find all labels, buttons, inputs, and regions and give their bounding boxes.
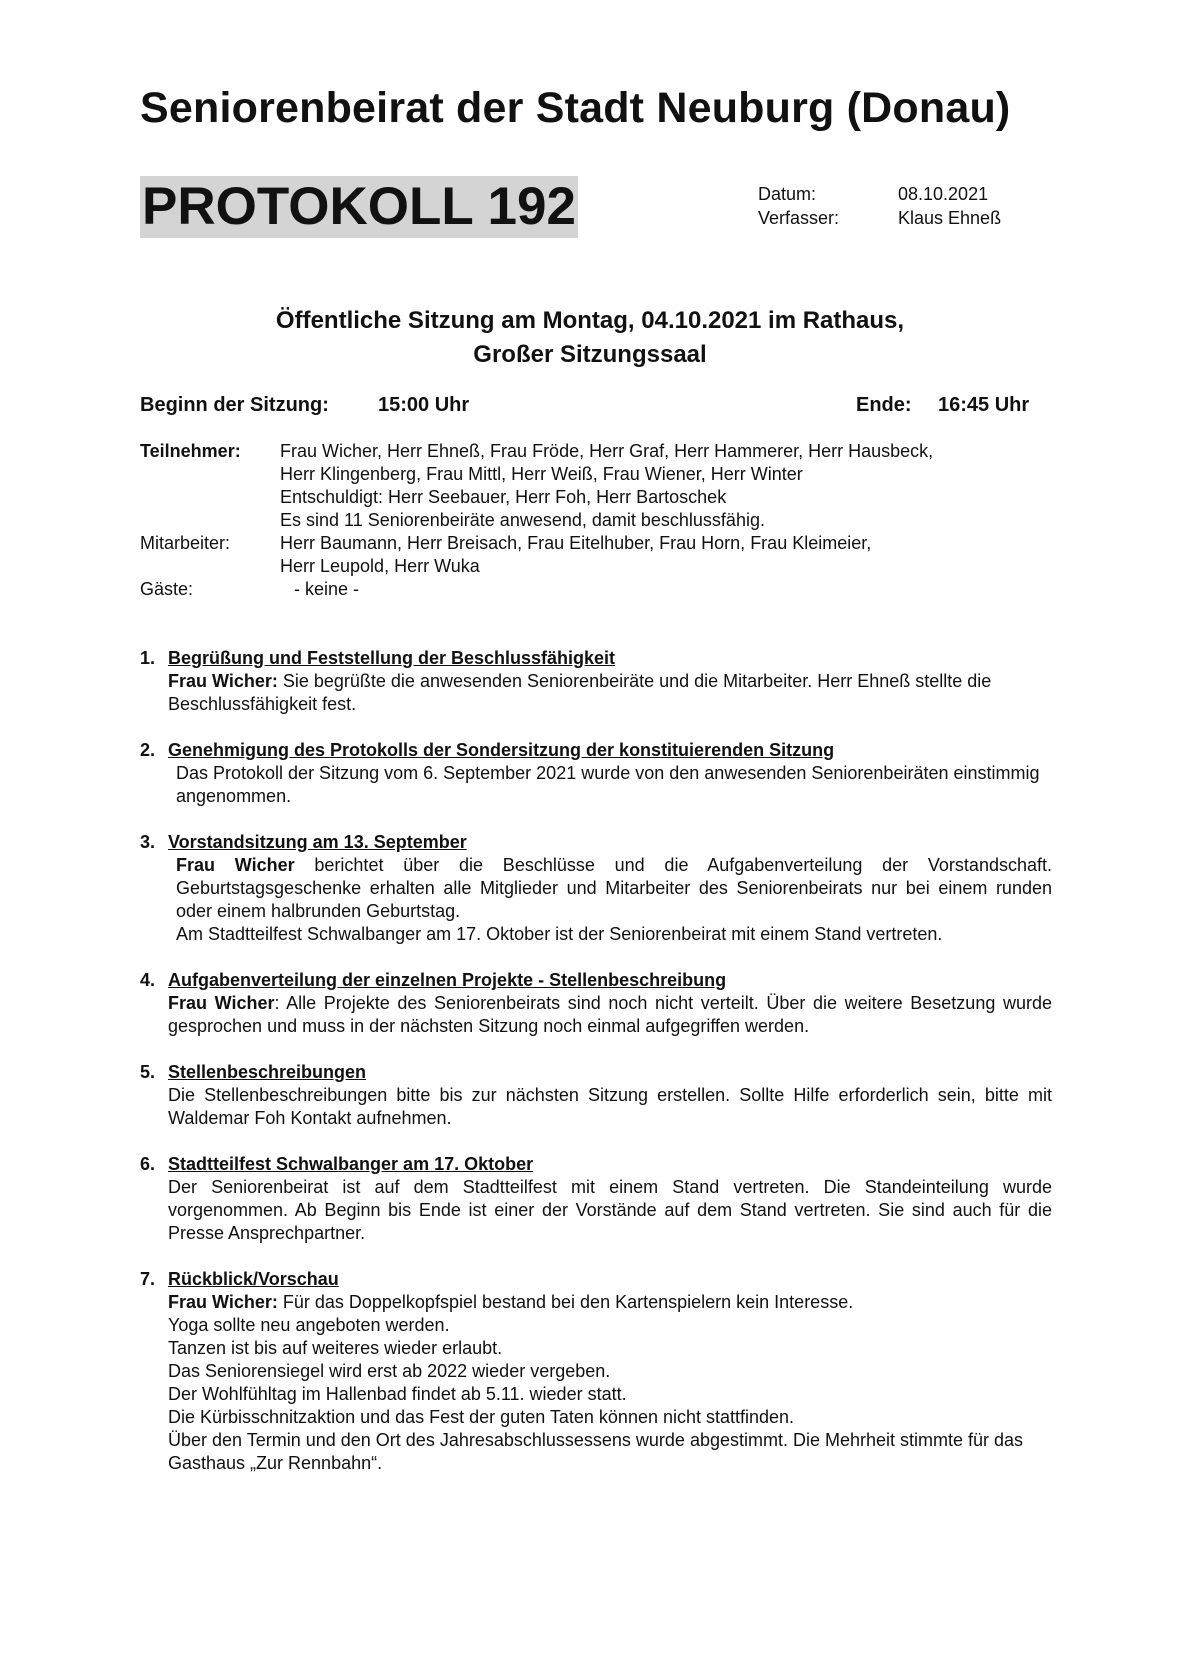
organization-title: Seniorenbeirat der Stadt Neuburg (Donau) [140,84,1011,132]
agenda-item-2 [140,739,1052,808]
agenda-item-title: Stadtteilfest Schwalbanger am 17. Oktober [168,1154,534,1174]
agenda-item-6 [140,1153,1052,1245]
agenda-item-text: : Alle Projekte des Seniorenbeirats sind noch nicht verteilt. Über die weitere Besetzung wurde gesprochen und muss in der nächsten Sitzung noch einmal aufgegriffen werden. [168,993,1052,1036]
staff-line: Herr Leupold, Herr Wuka [280,556,480,576]
agenda-item-7 [140,1268,1052,1475]
agenda-item-line: Die Kürbisschnitzaktion und das Fest der guten Taten können nicht stattfinden. [168,1407,795,1427]
guests-label: Gäste: [140,579,194,599]
agenda [140,647,1052,1498]
start-label: Beginn der Sitzung: [140,394,329,416]
agenda-item-number: 7. [140,1269,156,1289]
agenda-item-body [140,854,1052,923]
speaker-name: Frau Wicher [168,993,275,1013]
agenda-item-number: 3. [140,832,156,852]
agenda-item-line: Das Seniorensiegel wird erst ab 2022 wieder vergeben. [168,1361,611,1381]
date-value: 08.10.2021 [898,184,989,204]
excused-line: Entschuldigt: Herr Seebauer, Herr Foh, Herr Bartoschek [280,487,727,507]
agenda-item-number: 5. [140,1062,156,1082]
end-value: 16:45 Uhr [938,394,1030,416]
agenda-item-body [140,1291,1052,1314]
participants-list [280,440,933,532]
speaker-name: Frau Wicher: [168,1292,278,1312]
agenda-item-body [140,992,1052,1038]
start-value: 15:00 Uhr [378,394,470,416]
protocol-title: PROTOKOLL 192 [142,177,576,236]
speaker-name: Frau Wicher [176,855,295,875]
participants-label: Teilnehmer: [140,441,241,461]
agenda-item-body [140,670,1052,716]
agenda-item-text: berichtet über die Beschlüsse und die Aufgabenverteilung der Vorstandschaft. Geburtstagsgeschenke erhalten alle Mitglieder und Mitarbeiter des Seniorenbeirats nur bei einem runden oder einem halbrunden Geburtstag. [176,855,1052,921]
agenda-item-title: Genehmigung des Protokolls der Sondersitzung der konstituierenden Sitzung [168,740,835,760]
author-label: Verfasser: [758,208,840,228]
agenda-item-5 [140,1061,1052,1130]
agenda-item-number: 2. [140,740,156,760]
agenda-item-1 [140,647,1052,716]
agenda-item-number: 6. [140,1154,156,1174]
agenda-item-text: Sie begrüßte die anwesenden Seniorenbeiräte und die Mitarbeiter. Herr Ehneß stellte die Beschlussfähigkeit fest. [168,671,992,714]
session-heading [0,304,1180,372]
guests-value: - keine - [294,579,360,599]
end-label: Ende: [856,394,912,416]
participants-line: Frau Wicher, Herr Ehneß, Frau Fröde, Herr Graf, Herr Hammerer, Herr Hausbeck, [280,441,934,461]
agenda-item-number: 4. [140,970,156,990]
author-value: Klaus Ehneß [898,208,1002,228]
agenda-item-line: Yoga sollte neu angeboten werden. [168,1315,450,1335]
agenda-item-line: Der Wohlfühltag im Hallenbad findet ab 5.11. wieder statt. [168,1384,627,1404]
agenda-item-title: Stellenbeschreibungen [168,1062,367,1082]
date-label: Datum: [758,184,817,204]
agenda-item-title: Rückblick/Vorschau [168,1269,339,1289]
agenda-item-number: 1. [140,648,156,668]
agenda-item-extra: Am Stadtteilfest Schwalbanger am 17. Oktober ist der Seniorenbeirat mit einem Stand vertreten. [176,924,943,944]
agenda-item-title: Aufgabenverteilung der einzelnen Projekte - Stellenbeschreibung [168,970,727,990]
staff-list [280,532,871,578]
agenda-item-text: Der Seniorenbeirat ist auf dem Stadtteilfest mit einem Stand vertreten. Die Standeinteilung wurde vorgenommen. Ab Beginn bis Ende ist einer der Vorstände auf dem Stand vertreten. Sie sind auch für die Presse Ansprechpartner. [168,1177,1052,1243]
agenda-item-title: Begrüßung und Feststellung der Beschlussfähigkeit [168,648,616,668]
agenda-item-3 [140,831,1052,946]
staff-label: Mitarbeiter: [140,533,231,553]
agenda-item-text: Die Stellenbeschreibungen bitte bis zur nächsten Sitzung erstellen. Sollte Hilfe erforderlich sein, bitte mit Waldemar Foh Kontakt aufnehmen. [168,1085,1052,1128]
agenda-item-line: Über den Termin und den Ort des Jahresabschlussessens wurde abgestimmt. Die Mehrheit stimmte für das Gasthaus „Zur Rennbahn“. [168,1430,1024,1473]
agenda-item-line: Tanzen ist bis auf weiteres wieder erlaubt. [168,1338,503,1358]
session-title-line2: Großer Sitzungssaal [473,341,707,368]
participants-line: Herr Klingenberg, Frau Mittl, Herr Weiß, Frau Wiener, Herr Winter [280,464,803,484]
agenda-item-title: Vorstandsitzung am 13. September [168,832,467,852]
session-title-line1: Öffentliche Sitzung am Montag, 04.10.2021 im Rathaus, [275,307,905,334]
agenda-item-text: Das Protokoll der Sitzung vom 6. September 2021 wurde von den anwesenden Seniorenbeiräten einstimmig angenommen. [176,763,1040,806]
agenda-item-text: Für das Doppelkopfspiel bestand bei den Kartenspielern kein Interesse. [277,1292,854,1312]
agenda-item-4 [140,969,1052,1038]
quorum-line: Es sind 11 Seniorenbeiräte anwesend, damit beschlussfähig. [280,510,765,530]
staff-line: Herr Baumann, Herr Breisach, Frau Eitelhuber, Frau Horn, Frau Kleimeier, [280,533,872,553]
speaker-name: Frau Wicher: [168,671,278,691]
